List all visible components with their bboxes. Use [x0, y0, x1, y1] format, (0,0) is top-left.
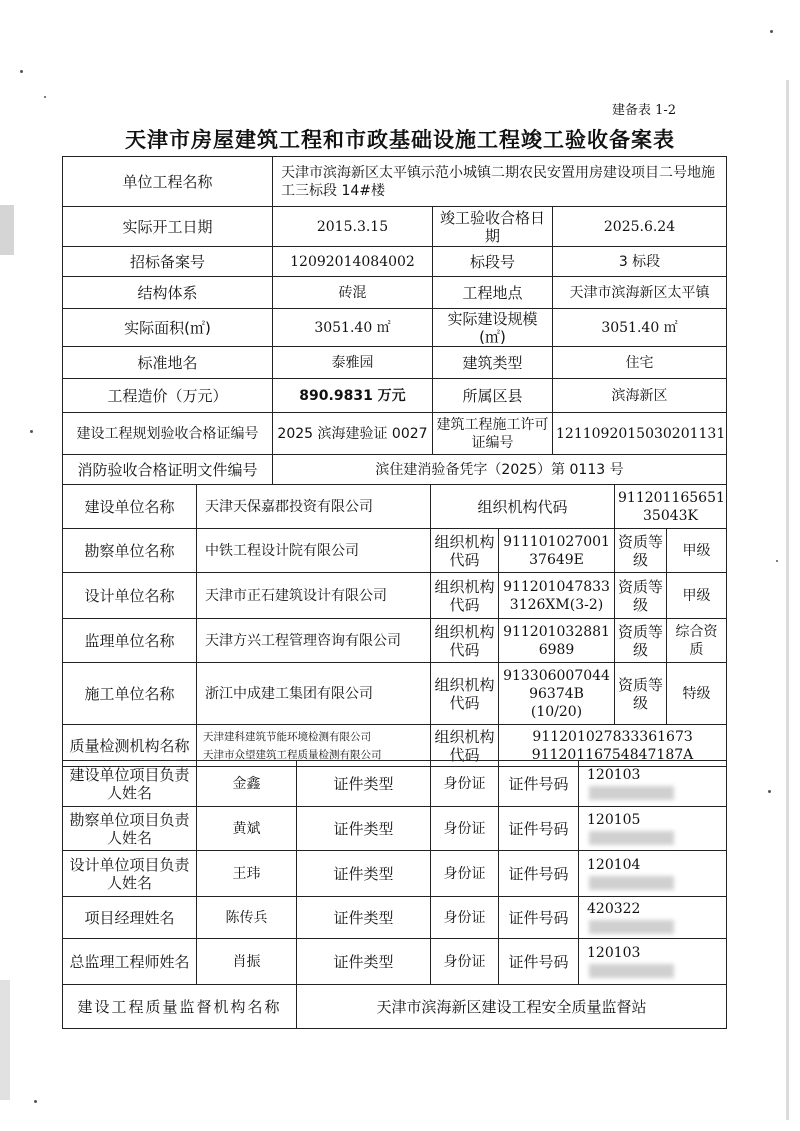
supervision-label: 监理单位名称 — [63, 619, 197, 663]
survey-code: 911101027001 37649E — [499, 529, 615, 573]
structure-value: 砖混 — [273, 277, 433, 309]
location-label: 工程地点 — [433, 277, 553, 309]
supervision-qual-label: 资质等级 — [615, 619, 667, 663]
id-prefix: 120104 — [587, 856, 641, 873]
testing-org-code-label: 组织机构代码 — [431, 725, 499, 767]
redaction-blur — [589, 964, 674, 978]
id-prefix: 420322 — [587, 900, 641, 917]
testing-name-1: 天津建科建筑节能环境检测有限公司 — [203, 730, 371, 743]
people-table — [62, 760, 727, 985]
scan-speck — [44, 96, 46, 98]
cert-type-value: 身份证 — [431, 897, 499, 939]
cert-type-value: 身份证 — [431, 761, 499, 807]
cert-type-value: 身份证 — [431, 851, 499, 897]
person-row — [63, 851, 727, 897]
contractor-name: 浙江中成建工集团有限公司 — [197, 663, 431, 725]
bid-no-value: 12092014084002 — [273, 247, 433, 277]
construction-permit-label: 建筑工程施工许可证编号 — [433, 413, 553, 455]
supervision-station-label: 建设工程质量监督机构名称 — [63, 985, 297, 1029]
contractor-qual-label: 资质等级 — [615, 663, 667, 725]
design-name: 天津市正石建筑设计有限公司 — [197, 573, 431, 619]
cert-type-label: 证件类型 — [297, 807, 431, 851]
supervision-station-table — [62, 984, 727, 1029]
cost-label: 工程造价（万元） — [63, 379, 273, 413]
supervision-qual: 综合资质 — [667, 619, 727, 663]
cert-type-label: 证件类型 — [297, 939, 431, 985]
scan-edge-right — [786, 80, 789, 1120]
page-title: 天津市房屋建筑工程和市政基础设施工程竣工验收备案表 — [125, 128, 675, 152]
district-label: 所属区县 — [433, 379, 553, 413]
construction-permit-value: 1211092015030201131 — [553, 413, 727, 455]
supervision-org-code-label: 组织机构代码 — [431, 619, 499, 663]
person-name: 肖振 — [197, 939, 297, 985]
cert-no-label: 证件号码 — [499, 851, 579, 897]
place-name-value: 泰雅园 — [273, 347, 433, 379]
scan-edge-left-2 — [0, 980, 10, 1100]
design-code: 911201047833 3126XM(3-2) — [499, 573, 615, 619]
person-role: 设计单位项目负责人姓名 — [63, 851, 197, 897]
redaction-blur — [589, 876, 674, 890]
id-prefix: 120103 — [587, 944, 641, 961]
builder-name: 天津天保嘉郡投资有限公司 — [197, 485, 431, 529]
id-prefix: 120105 — [587, 811, 641, 828]
completion-date-value: 2025.6.24 — [553, 207, 727, 247]
cert-type-value: 身份证 — [431, 939, 499, 985]
person-row — [63, 897, 727, 939]
area-value: 3051.40 ㎡ — [273, 309, 433, 347]
units-table — [62, 484, 727, 767]
scan-speck — [768, 790, 771, 793]
person-role: 项目经理姓名 — [63, 897, 197, 939]
survey-qual: 甲级 — [667, 529, 727, 573]
design-qual: 甲级 — [667, 573, 727, 619]
unit-name-value: 天津市滨海新区太平镇示范小城镇二期农民安置用房建设项目二号地施工三标段 14#楼 — [273, 157, 727, 207]
cert-type-value: 身份证 — [431, 807, 499, 851]
structure-label: 结构体系 — [63, 277, 273, 309]
scan-speck — [30, 430, 33, 433]
place-name-label: 标准地名 — [63, 347, 273, 379]
scan-speck — [770, 30, 773, 33]
org-code-label: 组织机构代码 — [431, 485, 615, 529]
person-name: 金鑫 — [197, 761, 297, 807]
testing-label: 质量检测机构名称 — [63, 725, 197, 767]
person-row — [63, 761, 727, 807]
person-name: 王玮 — [197, 851, 297, 897]
cert-type-label: 证件类型 — [297, 897, 431, 939]
cost-value: 890.9831 万元 — [273, 379, 433, 413]
completion-date-label: 竣工验收合格日期 — [433, 207, 553, 247]
supervision-code: 911201032881 6989 — [499, 619, 615, 663]
cert-no-value — [579, 851, 727, 897]
scale-label: 实际建设规模(㎡) — [433, 309, 553, 347]
start-date-value: 2015.3.15 — [273, 207, 433, 247]
fire-cert-value: 滨住建消验备凭字（2025）第 0113 号 — [273, 455, 727, 485]
location-value: 天津市滨海新区太平镇 — [553, 277, 727, 309]
district-value: 滨海新区 — [553, 379, 727, 413]
building-type-value: 住宅 — [553, 347, 727, 379]
cert-no-value — [579, 939, 727, 985]
cert-type-label: 证件类型 — [297, 851, 431, 897]
survey-org-code-label: 组织机构代码 — [431, 529, 499, 573]
person-row — [63, 939, 727, 985]
design-org-code-label: 组织机构代码 — [431, 573, 499, 619]
building-type-label: 建筑类型 — [433, 347, 553, 379]
cert-no-label: 证件号码 — [499, 807, 579, 851]
redaction-blur — [589, 786, 674, 800]
area-label: 实际面积(㎡) — [63, 309, 273, 347]
cert-type-label: 证件类型 — [297, 761, 431, 807]
testing-code-2: 91120116754847187A — [531, 746, 694, 763]
cert-no-label: 证件号码 — [499, 939, 579, 985]
person-row — [63, 807, 727, 851]
section-label: 标段号 — [433, 247, 553, 277]
supervision-station-value: 天津市滨海新区建设工程安全质量监督站 — [297, 985, 727, 1029]
redaction-blur — [589, 920, 674, 934]
contractor-org-code-label: 组织机构代码 — [431, 663, 499, 725]
person-name: 陈传兵 — [197, 897, 297, 939]
builder-code: 911201165651 35043K — [615, 485, 727, 529]
testing-code-1: 91120102783336167З — [532, 728, 693, 745]
testing-name-2: 天津市众望建筑工程质量检测有限公司 — [203, 748, 382, 761]
scan-speck — [34, 1100, 37, 1103]
contractor-code: 913306007044 96374B (10/20) — [499, 663, 615, 725]
start-date-label: 实际开工日期 — [63, 207, 273, 247]
survey-label: 勘察单位名称 — [63, 529, 197, 573]
person-role: 建设单位项目负责人姓名 — [63, 761, 197, 807]
person-role: 勘察单位项目负责人姓名 — [63, 807, 197, 851]
scan-edge-left — [0, 205, 14, 255]
supervision-name: 天津方兴工程管理咨询有限公司 — [197, 619, 431, 663]
planning-cert-label: 建设工程规划验收合格证编号 — [63, 413, 273, 455]
project-info-table — [62, 156, 727, 485]
section-value: 3 标段 — [553, 247, 727, 277]
form-code: 建备表 1-2 — [612, 103, 677, 118]
scan-speck — [20, 70, 23, 73]
id-prefix: 120103 — [587, 766, 641, 783]
builder-label: 建设单位名称 — [63, 485, 197, 529]
unit-name-label: 单位工程名称 — [63, 157, 273, 207]
person-role: 总监理工程师姓名 — [63, 939, 197, 985]
contractor-qual: 特级 — [667, 663, 727, 725]
design-qual-label: 资质等级 — [615, 573, 667, 619]
cert-no-label: 证件号码 — [499, 761, 579, 807]
redaction-blur — [589, 831, 674, 845]
contractor-label: 施工单位名称 — [63, 663, 197, 725]
survey-qual-label: 资质等级 — [615, 529, 667, 573]
cert-no-value — [579, 897, 727, 939]
cert-no-label: 证件号码 — [499, 897, 579, 939]
scale-value: 3051.40 ㎡ — [553, 309, 727, 347]
cert-no-value — [579, 807, 727, 851]
scan-speck — [776, 560, 778, 562]
planning-cert-value: 2025 滨海建验证 0027 — [273, 413, 433, 455]
cert-no-value — [579, 761, 727, 807]
bid-no-label: 招标备案号 — [63, 247, 273, 277]
survey-name: 中铁工程设计院有限公司 — [197, 529, 431, 573]
person-name: 黄斌 — [197, 807, 297, 851]
design-label: 设计单位名称 — [63, 573, 197, 619]
fire-cert-label: 消防验收合格证明文件编号 — [63, 455, 273, 485]
